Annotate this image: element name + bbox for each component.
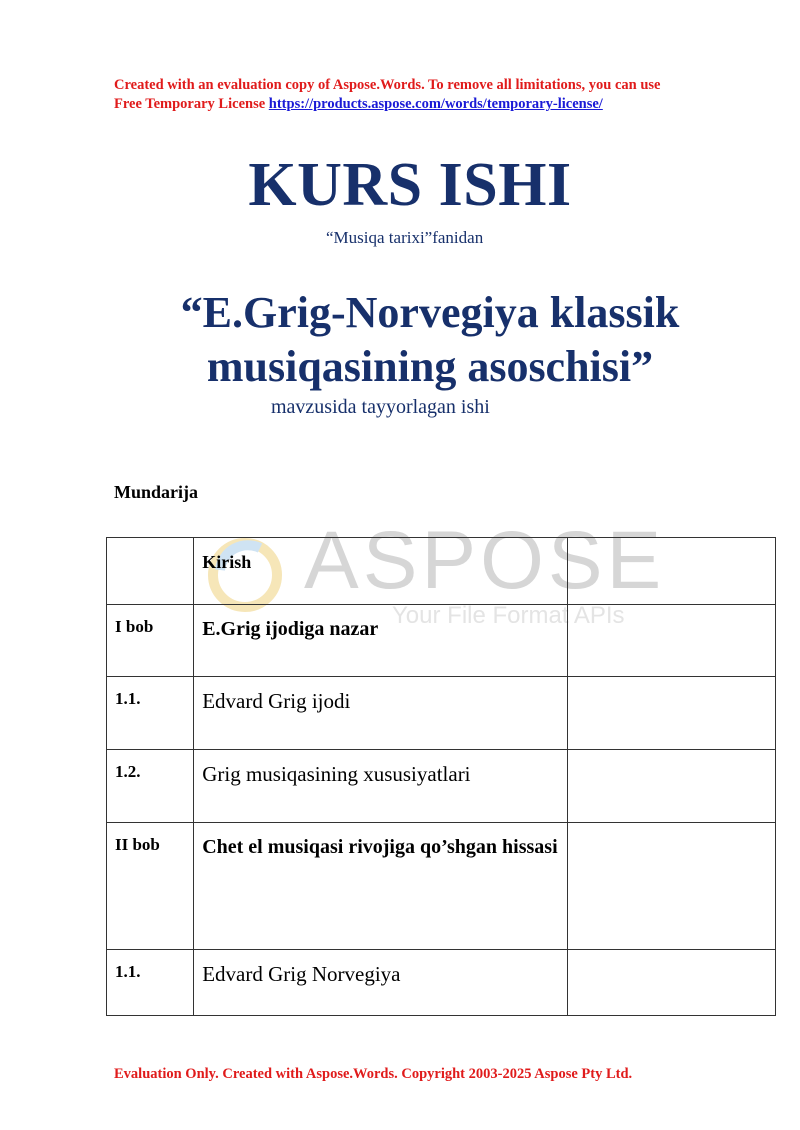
- toc-row-title-text: Chet el musiqasi rivojiga qo’shgan hissasi: [202, 836, 558, 858]
- toc-row: [107, 538, 776, 605]
- toc-row-title: [194, 677, 568, 750]
- license-link[interactable]: https://products.aspose.com/words/temporary-license/: [268, 96, 603, 112]
- evaluation-footer: Evaluation Only. Created with Aspose.Words. Copyright 2003-2025 Aspose Pty Ltd.: [114, 1066, 633, 1082]
- toc-row-title: [194, 823, 568, 950]
- toc-row-title: [194, 538, 568, 605]
- toc-row-number: 1.1.: [107, 677, 194, 750]
- toc-row-title-text: Edvard Grig Norvegiya: [202, 962, 401, 986]
- watermark-brand: ASPOSE: [304, 515, 666, 606]
- toc-row-title-text: Kirish: [202, 552, 252, 572]
- toc-row-title: [194, 605, 568, 677]
- topic-line-2: musiqasining asoschisi”: [206, 342, 654, 391]
- toc-row-number: II bob: [107, 823, 194, 950]
- toc-heading: Mundarija: [114, 482, 199, 502]
- toc-row: [107, 950, 776, 1016]
- toc-row-page: [568, 605, 776, 677]
- toc-row-title-text: Grig musiqasining xususiyatlari: [202, 762, 471, 786]
- toc-row-number: [107, 538, 194, 605]
- topic-subtitle: mavzusida tayyorlagan ishi: [271, 396, 490, 418]
- evaluation-notice-line1: Created with an evaluation copy of Aspose.Words. To remove all limitations, you can use: [114, 77, 661, 93]
- watermark-tagline: Your File Format APIs: [392, 602, 625, 629]
- topic-line-1: “E.Grig-Norvegiya klassik: [180, 288, 680, 337]
- topic-title: [0, 286, 800, 394]
- toc-row-number: 1.2.: [107, 750, 194, 823]
- toc-row-page: [568, 750, 776, 823]
- toc-row-page: [568, 677, 776, 750]
- toc-row-page: [568, 538, 776, 605]
- toc-row-page: [568, 823, 776, 950]
- toc-table: [106, 537, 776, 1016]
- toc-row: [107, 677, 776, 750]
- toc-row: [107, 605, 776, 677]
- toc-row-number: 1.1.: [107, 950, 194, 1016]
- evaluation-notice-line2: [114, 95, 754, 114]
- toc-row-number: I bob: [107, 605, 194, 677]
- toc-row-title: [194, 950, 568, 1016]
- document-title: KURS ISHI: [248, 151, 572, 219]
- toc-row-page: [568, 950, 776, 1016]
- subject-line: “Musiqa tarixi”fanidan: [326, 228, 484, 247]
- toc-row-title-text: E.Grig ijodiga nazar: [202, 618, 379, 640]
- toc-row-title: [194, 750, 568, 823]
- evaluation-notice: [114, 76, 754, 114]
- license-label: Free Temporary License: [114, 96, 269, 112]
- toc-row: [107, 823, 776, 950]
- toc-row-title-text: Edvard Grig ijodi: [202, 689, 351, 713]
- toc-row: [107, 750, 776, 823]
